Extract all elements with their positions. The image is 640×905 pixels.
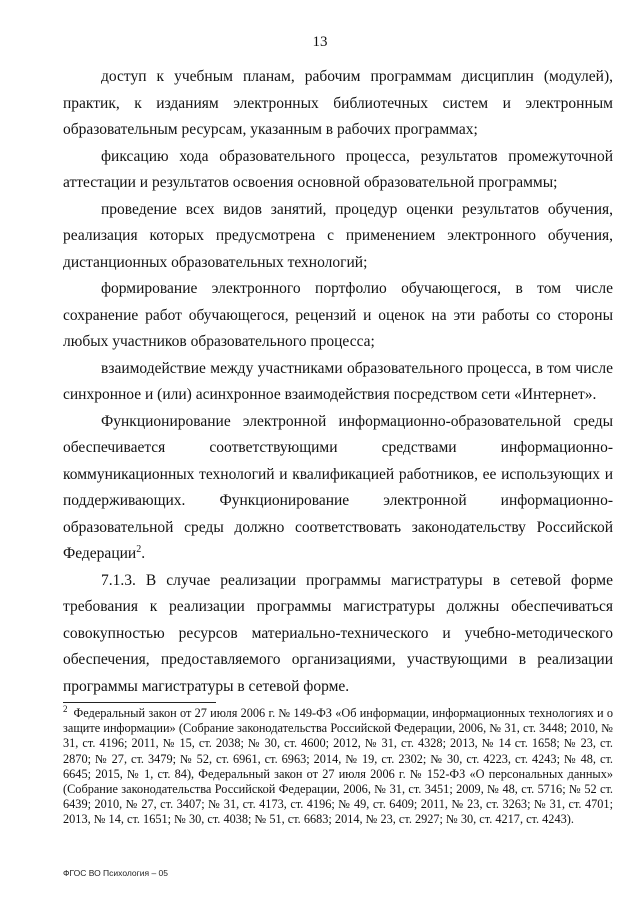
document-body xyxy=(63,64,613,700)
footnote-text: Федеральный закон от 27 июля 2006 г. № 149-ФЗ «Об информации, информационных технологиях и о защите информации» (Собрание законодательства Российской Федерации, 2006, № 31, ст. 3448; 2010, № 31, ст. 4196; 2011, № 15, ст. 2038; № 30, ст. 4600; 2012, № 31, ст. 4328; 2013, № 14 ст. 1658; № 23, ст. 2870; № 27, ст. 3479; № 52, ст. 6961, ст. 6963; 2014, № 19, ст. 2302; № 30, ст. 4223, ст. 4243; № 48, ст. 6645; 2015, № 1, ст. 84), Федеральный закон от 27 июля 2006 г. № 152-ФЗ «О персональных данных» (Собрание законодательства Российской Федерации, 2006, № 31, ст. 3451; 2009, № 48, ст. 5716; № 52 ст. 6439; 2010, № 27, ст. 3407; № 31, ст. 4173, ст. 4196; № 49, ст. 6409; 2011, № 23, ст. 3263; № 31, ст. 4701; 2013, № 14, ст. 1651; № 30, ст. 4038; № 51, ст. 6683; 2014, № 23, ст. 2927; № 30, ст. 4217, ст. 4243). xyxy=(63,706,613,827)
paragraph-tracking: фиксацию хода образовательного процесса, результатов промежуточной аттестации и результатов освоения основной образовательной программы; xyxy=(63,147,613,191)
paragraph-classes: проведение всех видов занятий, процедур оценки результатов обучения, реализация которых предусмотрена с применением электронного обучения, дистанционных образовательных технологий; xyxy=(63,200,613,271)
page-footer: ФГОС ВО Психология – 05 xyxy=(63,868,169,878)
paragraph-functioning-end: . xyxy=(141,545,146,562)
footnote-mark: 2 xyxy=(63,703,68,714)
footnote-divider xyxy=(63,702,216,703)
footnote-reference: 2 xyxy=(136,543,142,555)
paragraph-functioning-text: Функционирование электронной информационно-образовательной среды обеспечивается соответствующими средствами информационно-коммуникационных технологий и квалификацией работников, ее использующих и поддерживающих. Функционирование электронной информационно-образовательной среды должно соответствовать законодательству Российской Федерации xyxy=(63,412,613,562)
paragraph-portfolio: формирование электронного портфолио обучающегося, в том числе сохранение работ обучающегося, рецензий и оценок на эти работы со стороны любых участников образовательного процесса; xyxy=(63,280,613,350)
paragraph-interaction: взаимодействие между участниками образовательного процесса, в том числе синхронное и (или) асинхронное взаимодействия посредством сети «Интернет». xyxy=(63,359,613,403)
footnote xyxy=(63,703,613,828)
paragraph-access: доступ к учебным планам, рабочим программам дисциплин (модулей), практик, к изданиям электронных библиотечных систем и электронным образовательным ресурсам, указанным в рабочих программах; xyxy=(63,68,613,138)
paragraph-network-form: 7.1.3. В случае реализации программы магистратуры в сетевой форме требования к реализации программы магистратуры должны обеспечиваться совокупностью ресурсов материально-технического и учебно-методического обеспечения, предоставляемого организациями, участвующими в реализации программы магистратуры в сетевой форме. xyxy=(63,571,613,695)
paragraph-functioning xyxy=(63,409,613,568)
page-number: 13 xyxy=(312,34,328,50)
